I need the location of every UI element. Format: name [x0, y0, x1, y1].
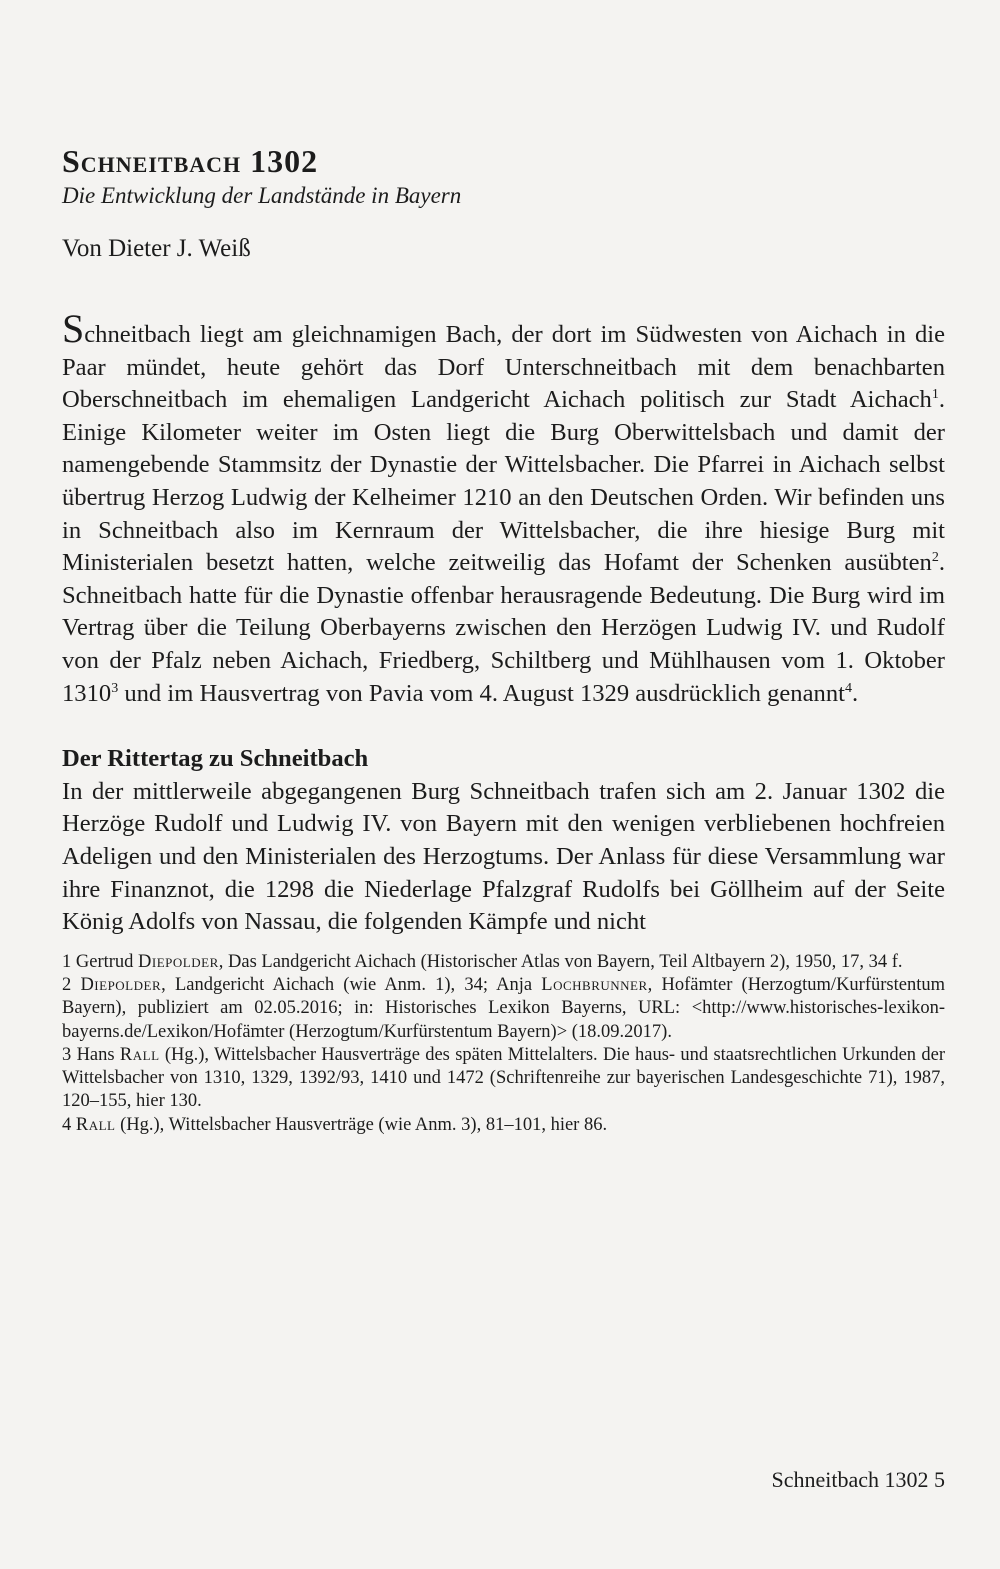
article-title: Schneitbach 1302 — [62, 143, 319, 179]
footnote-ref-1[interactable]: 1 — [931, 387, 939, 402]
page-number: 5 — [934, 1467, 945, 1492]
intro-text: . Einige Kilometer weiter im Osten liegt die Burg Oberwittelsbach und damit der namengebende Stammsitz der Dynastie der Wittelsbacher. Die Pfarrei in Aichach selbst übertrug Herzog Ludwig der Kelheimer 1210 an den Deutschen Orden. Wir befinden uns in Schneitbach also im Kernraum der Wittelsbacher, die ihre hiesige Burg mit Ministerialen besetzt hatten, welche zeitweilig das Hofamt der Schenken ausübten — [62, 386, 945, 577]
footnote-3: 3 Hans Rall (Hg.), Wittelsbacher Hausverträge des späten Mittelalters. Die haus- und staatsrechtlichen Urkunden der Wittelsbacher von 1310, 1329, 1392/93, 1410 und 1472 (Schriftenreihe zur bayerischen Landesgeschichte 71), 1987, 120–155, hier 130. — [62, 1044, 945, 1112]
article-subtitle: Die Entwicklung der Landstände in Bayern — [62, 183, 462, 208]
running-title: Schneitbach 1302 — [771, 1467, 929, 1492]
section-heading: Der Rittertag zu Schneitbach — [62, 745, 369, 773]
page-footer — [771, 1467, 945, 1493]
intro-paragraph — [62, 306, 945, 710]
intro-text: chneitbach liegt am gleichnamigen Bach, der dort im Südwesten von Aichach in die Paar mündet, heute gehört das Dorf Unterschneitbach mit dem benachbarten Oberschneitbach im ehemaligen Landgericht Aichach politisch zur Stadt Aichach — [62, 321, 945, 414]
footnote-4: 4 Rall (Hg.), Wittelsbacher Hausverträge (wie Anm. 3), 81–101, hier 86. — [62, 1114, 608, 1135]
footnote-ref-4[interactable]: 4 — [844, 680, 852, 696]
footnotes — [62, 951, 945, 1137]
section-paragraph: In der mittlerweile abgegangenen Burg Schneitbach trafen sich am 2. Januar 1302 die Herzöge Rudolf und Ludwig IV. von Bayern mit den wenigen verbliebenen hochfreien Adeligen und den Ministerialen des Herzogtums. Der Anlass für diese Versammlung war ihre Finanznot, die 1298 die Niederlage Pfalzgraf Rudolfs bei Göllheim auf der Seite König Adolfs von Nassau, die folgenden Kämpfe und nicht — [62, 777, 945, 936]
intro-text: . Schneitbach hatte für die Dynastie offenbar herausragende Bedeutung. Die Burg wird im Vertrag über die Teilung Oberbayerns zwischen den Herzögen Ludwig IV. und Rudolf von der Pfalz neben Aichach, Friedberg, Schiltberg und Mühlhausen vom 1. Oktober 1310 — [62, 549, 945, 707]
intro-text: und im Hausvertrag von Pavia vom 4. August 1329 ausdrücklich genannt — [118, 679, 845, 707]
footnote-ref-3[interactable]: 3 — [111, 680, 119, 696]
author-line: Von Dieter J. Weiß — [62, 235, 251, 262]
drop-cap: S — [62, 306, 85, 351]
page-content — [62, 141, 945, 1137]
footnote-2: 2 Diepolder, Landgericht Aichach (wie Anm. 1), 34; Anja Lochbrunner, Hofämter (Herzogtum/Kurfürstentum Bayern), publiziert am 02.05.2016; in: Historisches Lexikon Bayerns, URL: <http://www.historisches-lexikon-bayerns.de/Lexikon/Hofämter (Herzogtum/Kurfürstentum Bayern)> (18.09.2017). — [62, 974, 945, 1042]
intro-text: . — [851, 679, 859, 707]
footnote-ref-2[interactable]: 2 — [931, 549, 939, 565]
footnote-1: 1 Gertrud Diepolder, Das Landgericht Aichach (Historischer Atlas von Bayern, Teil Altbayern 2), 1950, 17, 34 f. — [62, 951, 903, 972]
